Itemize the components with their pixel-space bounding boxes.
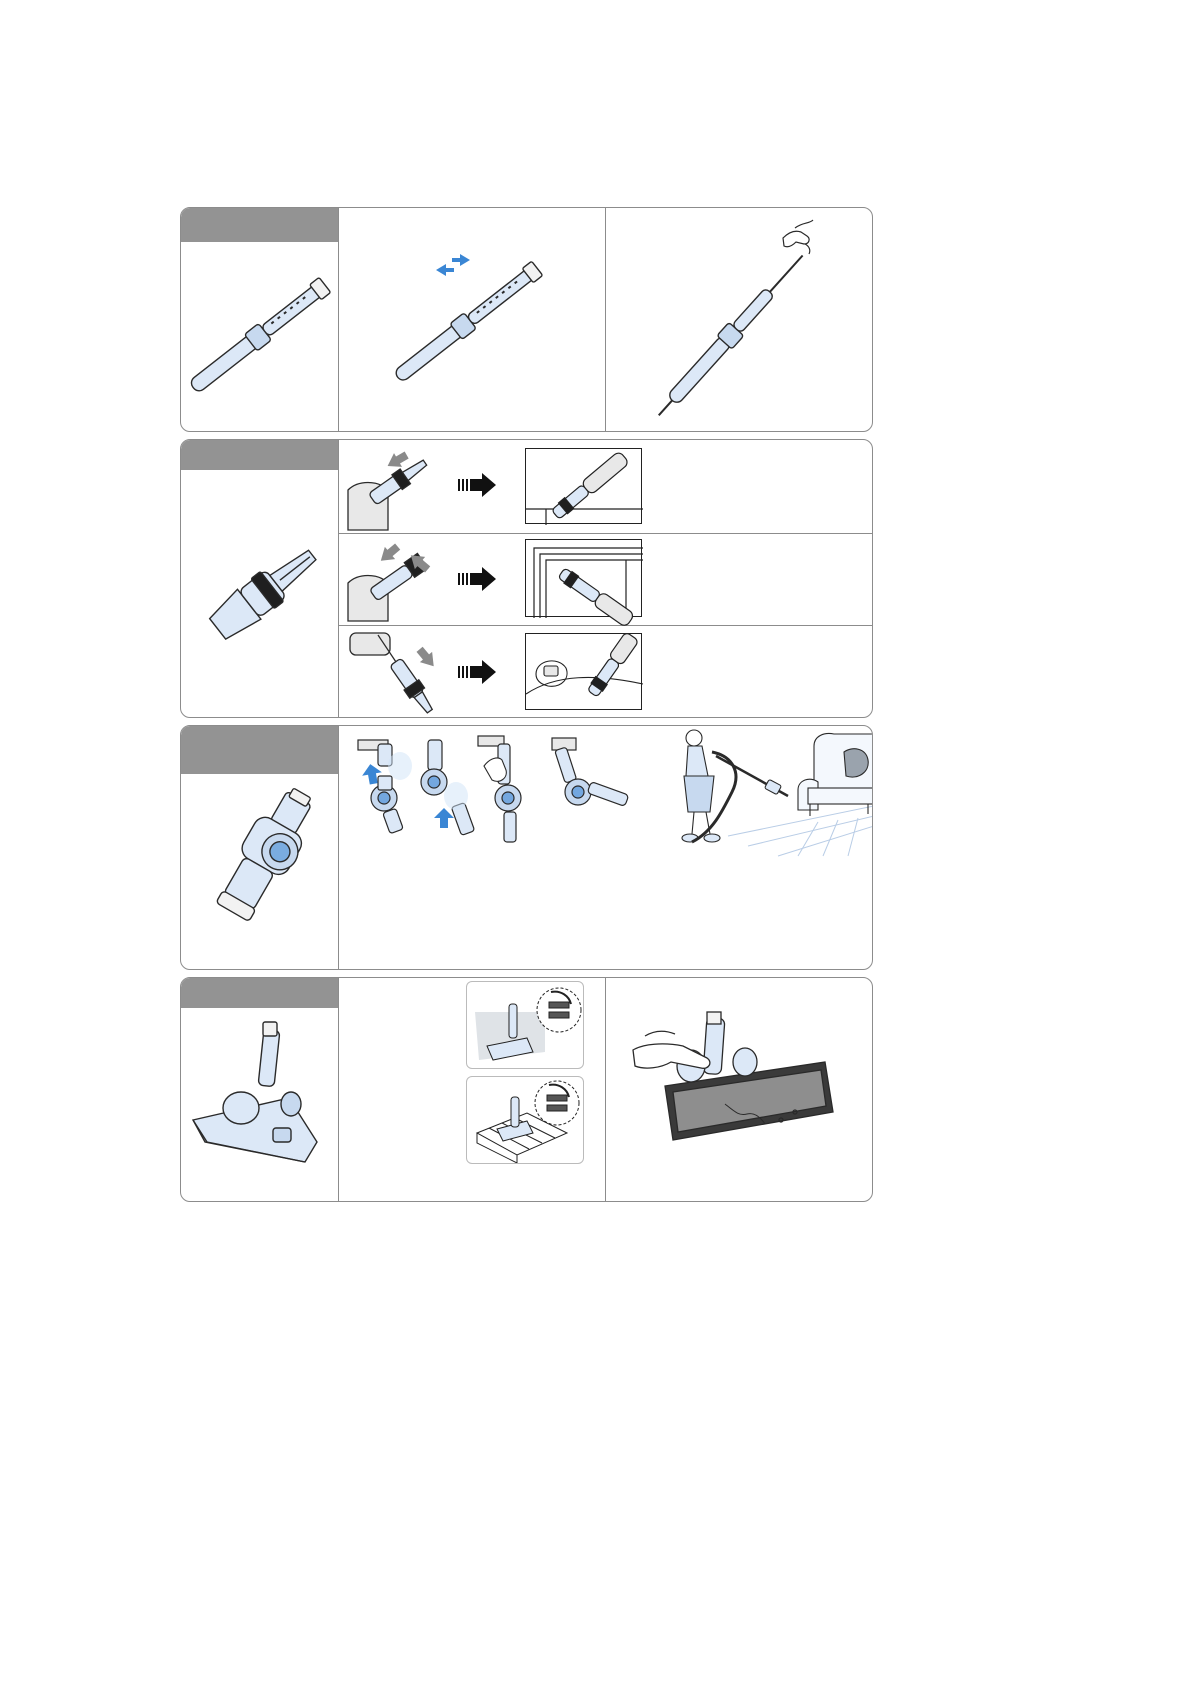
floor-brush-panel: [180, 977, 873, 1202]
section-tab: [181, 208, 338, 242]
floor-brush-illustration: [181, 1008, 338, 1202]
section-tab: [181, 440, 338, 470]
crevice-tool-panel: [180, 439, 873, 718]
living-room-vacuuming-scene: [658, 726, 873, 856]
adjust-length-illustration: [338, 208, 605, 432]
brush-hair-removal-illustration: [605, 978, 873, 1202]
window-corner-cleaning-image: [525, 539, 642, 617]
hand-icon: [484, 758, 506, 781]
section-tab: [181, 978, 338, 1008]
car-seat-cleaning-image: [525, 633, 642, 710]
swivel-adapter-illustration: [181, 774, 338, 970]
carpet-mode-image: [466, 981, 584, 1069]
blue-direction-arrow-icon: [436, 254, 470, 276]
crevice-step-1-attach: [338, 440, 458, 533]
hand-icon: [783, 220, 813, 254]
thick-right-arrow-icon: [458, 473, 498, 497]
thick-right-arrow-icon: [458, 660, 498, 684]
window-frame-cleaning-image: [525, 448, 642, 524]
section-tab: [181, 726, 338, 774]
hard-floor-mode-image: [466, 1076, 584, 1164]
swivel-adapter-panel: [180, 725, 873, 970]
crevice-tool-illustration: [181, 470, 338, 718]
column-divider: [338, 978, 339, 1201]
telescopic-pipe-panel: [180, 207, 873, 432]
pipe-clearing-illustration: [605, 208, 873, 432]
swivel-assembly-steps: [338, 726, 658, 846]
thick-right-arrow-icon: [458, 567, 498, 591]
crevice-step-3-angle: [338, 625, 458, 718]
telescopic-pipe-illustration: [181, 242, 338, 432]
crevice-step-2-rotate: [338, 533, 458, 625]
